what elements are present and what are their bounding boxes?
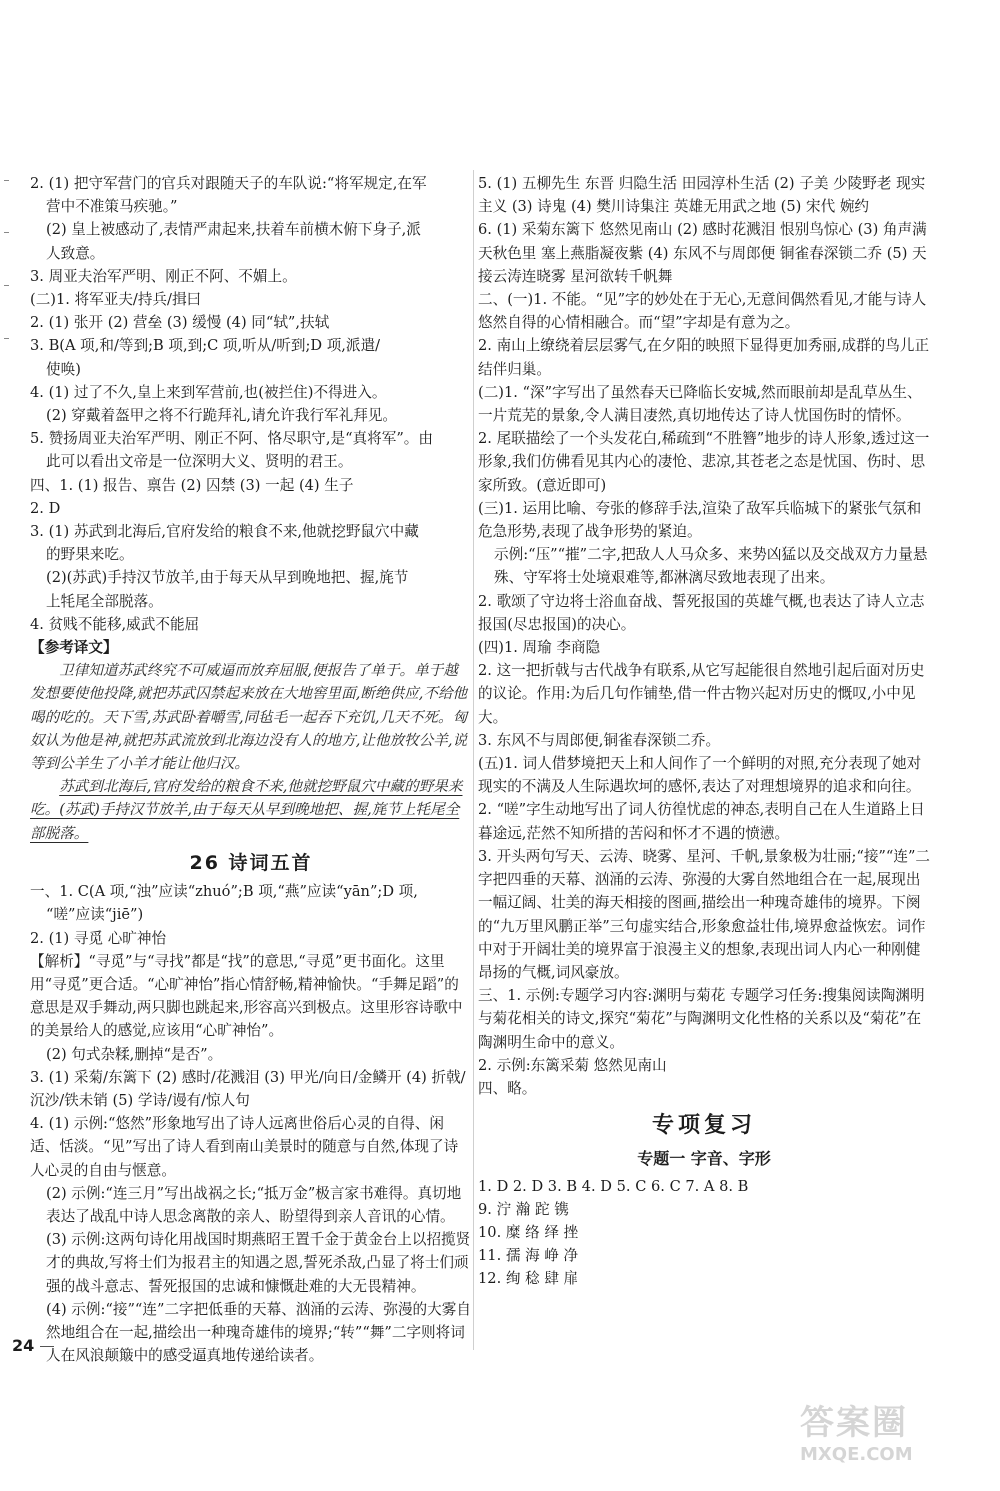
- answer-line: (2)(苏武)手持汉节放羊,由于每天从早到晚地把、握,旄节: [46, 569, 409, 587]
- answer-line: 示例:“压”“摧”二字,把敌人人马众多、来势凶猛以及交战双方力量悬殊、守军将士处境艰难等,都淋漓尽致地表现了出来。: [494, 546, 928, 587]
- answer-line: 2. 尾联描绘了一个头发花白,稀疏到“不胜簪”地步的诗人形象,透过这一形象,我们仿佛看见其内心的凄怆、悲凉,其苍老之态是忧国、伤时、思家所致。(意近即可): [478, 430, 930, 494]
- watermark-url: MXQE.COM: [800, 1444, 913, 1465]
- answer-line: 3. 开头两句写天、云涛、晓雾、星河、千帆,景象极为壮丽;“接”“连”二字把四垂的天幕、汹涌的云涛、弥漫的大雾自然地组合在一起,展现出一幅辽阔、壮美的海天相接的图画,描绘出一种瑰奇雄伟的境界。下阕的“九万里风鹏正举”三句虚实结合,形象愈益壮伟,境界愈益恢宏。词作中对于开阔壮美的境界富于浪漫主义的想象,表现出词人内心一种刚健昂扬的气概,词风豪放。: [478, 847, 930, 981]
- answer-line: 6. (1) 采菊东篱下 悠然见南山 (2) 感时花溅泪 恨别鸟惊心 (3) 角声满天秋色里 塞上燕脂凝夜紫 (4) 东风不与周郎便 铜雀春深锁二乔 (5) 天接云涛连晓雾 星河欲转千帆舞: [478, 221, 927, 285]
- answer-line: 2. D: [30, 499, 61, 517]
- watermark-logo: 答案圈: [800, 1403, 908, 1443]
- answer-line: 3. 周亚夫治军严明、刚正不阿、不媚上。: [30, 267, 297, 285]
- answer-line: 上牦尾全部脱落。: [46, 592, 163, 610]
- answer-line: (五)1. 词人借梦境把天上和人间作了一个鲜明的对照,充分表现了她对现实的不满及人生际遇坎坷的感怀,表达了对理想境界的追求和向往。: [478, 755, 922, 796]
- answer-line: 12. 绚 稔 肆 扉: [478, 1270, 579, 1288]
- answer-line: 四、1. (1) 报告、禀告 (2) 囚禁 (3) 一起 (4) 生子: [30, 476, 354, 494]
- answer-line: 2. “嗟”字生动地写出了词人彷徨忧虑的神态,表明自己在人生道路上日暮途远,茫然不知所措的苦闷和怀才不遇的愤懑。: [478, 801, 925, 842]
- answer-line: 3. (1) 采菊/东篱下 (2) 感时/花溅泪 (3) 甲光/向日/金鳞开 (4) 折戟/沉沙/铁未销 (5) 学诗/谩有/惊人句: [30, 1068, 466, 1109]
- answer-line: 人致意。: [46, 244, 105, 262]
- answer-line: 5. (1) 五柳先生 东晋 归隐生活 田园淳朴生活 (2) 子美 少陵野老 现实主义 (3) 诗鬼 (4) 樊川诗集注 英雄无用武之地 (5) 宋代 婉约: [478, 175, 926, 216]
- answer-line: “嗟”应读“jiē”): [46, 906, 144, 924]
- section-title: 26 诗词五首: [189, 851, 313, 874]
- answer-line: (四)1. 周瑜 李商隐: [478, 639, 601, 657]
- answer-line: 此可以看出文帝是一位深明大义、贤明的君王。: [46, 453, 353, 471]
- answer-line: 2. 歌颂了守边将士浴血奋战、誓死报国的英雄气概,也表达了诗人立志报国(尽忠报国)的决心。: [478, 592, 925, 633]
- answer-line: 使唤): [46, 360, 81, 378]
- right-column: [478, 172, 930, 1291]
- answer-line: 4. 贫贱不能移,威武不能屈: [30, 615, 200, 633]
- right-answers: [478, 172, 930, 1100]
- answer-line: (二)1. 将军亚夫/持兵/揖曰: [30, 291, 202, 309]
- reference-translation: [30, 659, 472, 845]
- answer-line: 3. B(A 项,和/等到;B 项,到;C 项,听从/听到;D 项,派遣/: [30, 337, 381, 355]
- translation-paragraph: 卫律知道苏武终究不可威逼而放弃屈服,便报告了单于。单于越发想要使他投降,就把苏武囚禁起来放在大地窖里面,断绝供应,不给他喝的吃的。天下雪,苏武卧着嚼雪,同毡毛一起吞下充饥,几天不死。匈奴认为他是神,就把苏武流放到北海边没有人的地方,让他放牧公羊,说等到公羊生了小羊才能让他归汉。: [30, 662, 468, 773]
- translation-paragraph: 苏武到北海后,官府发给的粮食不来,他就挖野鼠穴中藏的野果来吃。(苏武)手持汉节放羊,由于每天从早到晚地把、握,旄节上牦尾全部脱落。: [30, 778, 463, 842]
- left-column: [30, 172, 472, 1367]
- margin-tick: [4, 285, 9, 286]
- answer-line: 【解析】“寻觅”与“寻找”都是“找”的意思,“寻觅”更书面化。这里用“寻觅”更合适。“心旷神怡”指心情舒畅,精神愉快。“手舞足蹈”的意思是双手舞动,两只脚也跳起来,形容高兴到极点。这里形容诗歌中的美景给人的感觉,应该用“心旷神怡”。: [30, 952, 463, 1040]
- answer-line: 营中不准策马疾驰。”: [46, 198, 178, 216]
- answer-line: 4. (1) 示例:“悠然”形象地写出了诗人远离世俗后心灵的自得、闲适、恬淡。“见”写出了诗人看到南山美景时的随意与自然,体现了诗人心灵的自由与惬意。: [30, 1115, 459, 1179]
- page-number-rule: [40, 1346, 54, 1347]
- answer-line: 2. (1) 把守军营门的官兵对跟随天子的车队说:“将军规定,在军: [30, 175, 427, 192]
- answer-line: (3) 示例:这两句诗化用战国时期燕昭王置千金于黄金台上以招揽贤才的典故,写将士们为报君主的知遇之恩,誓死杀敌,凸显了将士们顽强的战斗意志、誓死报国的忠诚和慷慨赴难的大无畏精神。: [46, 1231, 471, 1295]
- answer-line: 3. 东风不与周郎便,铜雀春深锁二乔。: [478, 731, 721, 749]
- answer-line: 二、(一)1. 不能。“见”字的妙处在于无心,无意间偶然看见,才能与诗人悠然自得的心情相融合。而“望”字却是有意为之。: [478, 291, 927, 332]
- margin-tick: [4, 338, 9, 339]
- answer-line: (2) 穿戴着盔甲之将不行跪拜礼,请允许我行军礼拜见。: [46, 407, 398, 425]
- answer-line: 3. (1) 苏武到北海后,官府发给的粮食不来,他就挖野鼠穴中藏: [30, 523, 419, 541]
- answer-line: 4. (1) 过了不久,皇上来到军营前,也(被拦住)不得进入。: [30, 383, 387, 401]
- answer-line: 1. D 2. D 3. B 4. D 5. C 6. C 7. A 8. B: [478, 1177, 749, 1195]
- watermark: [800, 1395, 990, 1485]
- answer-line: 四、略。: [478, 1079, 537, 1097]
- topic-title: 专题一 字音、字形: [637, 1149, 771, 1169]
- answer-line: 9. 泞 瀚 跎 镌: [478, 1200, 569, 1218]
- answer-line: 2. 示例:东篱采菊 悠然见南山: [478, 1056, 667, 1074]
- answer-line: 2. (1) 寻觅 心旷神怡: [30, 929, 167, 947]
- margin-tick: [4, 232, 9, 233]
- answer-line: 2. 南山上缭绕着层层雾气,在夕阳的映照下显得更加秀丽,成群的鸟儿正结伴归巢。: [478, 337, 930, 378]
- answer-line: 10. 糜 络 绎 挫: [478, 1223, 579, 1241]
- column-divider: [473, 170, 474, 1350]
- left-answers: [30, 172, 472, 636]
- section-26-answers: [30, 880, 472, 1367]
- answer-line: (4) 示例:“接”“连”二字把低垂的天幕、汹涌的云涛、弥漫的大雾自然地组合在一起,描绘出一种瑰奇雄伟的境界;“转”“舞”二字则将词人在风浪颠簸中的感受逼真地传递给读者。: [46, 1300, 471, 1365]
- page-number: 24: [12, 1336, 35, 1355]
- answer-line: 5. 赞扬周亚夫治军严明、刚正不阿、恪尽职守,是“真将军”。由: [30, 430, 433, 448]
- answer-line: 一、1. C(A 项,“浊”应读“zhuó”;B 项,“燕”应读“yān”;D 项,: [30, 883, 418, 901]
- answer-line: 2. 这一把折戟与古代战争有联系,从它写起能很自然地引起后面对历史的议论。作用:为后几句作铺垫,借一件古物兴起对历史的慨叹,小中见大。: [478, 662, 925, 726]
- answer-line: (三)1. 运用比喻、夸张的修辞手法,渲染了敌军兵临城下的紧张气氛和危急形势,表现了战争形势的紧迫。: [478, 499, 922, 541]
- answer-line: 11. 孺 海 峥 净: [478, 1247, 579, 1265]
- reference-translation-label: 【参考译文】: [30, 639, 118, 657]
- answer-line: 三、1. 示例:专题学习内容:渊明与菊花 专题学习任务:搜集阅读陶渊明与菊花相关的诗文,探究“菊花”与陶渊明文化性格的关系以及“菊花”在陶渊明生命中的意义。: [478, 987, 925, 1051]
- answer-line: 2. (1) 张开 (2) 营垒 (3) 缓慢 (4) 同“轼”,扶轼: [30, 314, 330, 332]
- review-title: 专项复习: [651, 1113, 756, 1139]
- margin-tick: [4, 180, 9, 181]
- answer-line: (2) 皇上被感动了,表情严肃起来,扶着车前横木俯下身子,派: [46, 221, 421, 239]
- answer-line: 的野果来吃。: [46, 546, 134, 564]
- answer-line: (2) 句式杂糅,删掉“是否”。: [46, 1045, 223, 1063]
- answer-line: (2) 示例:“连三月”写出战祸之长;“抵万金”极言家书难得。真切地表达了战乱中诗人思念离散的亲人、盼望得到亲人音讯的心情。: [46, 1184, 462, 1225]
- answer-line: (二)1. “深”字写出了虽然春天已降临长安城,然而眼前却是乱草丛生、一片荒芜的景象,令人满目凄然,真切地传达了诗人忧国伤时的情怀。: [478, 383, 922, 425]
- topic-answers: [478, 1175, 930, 1291]
